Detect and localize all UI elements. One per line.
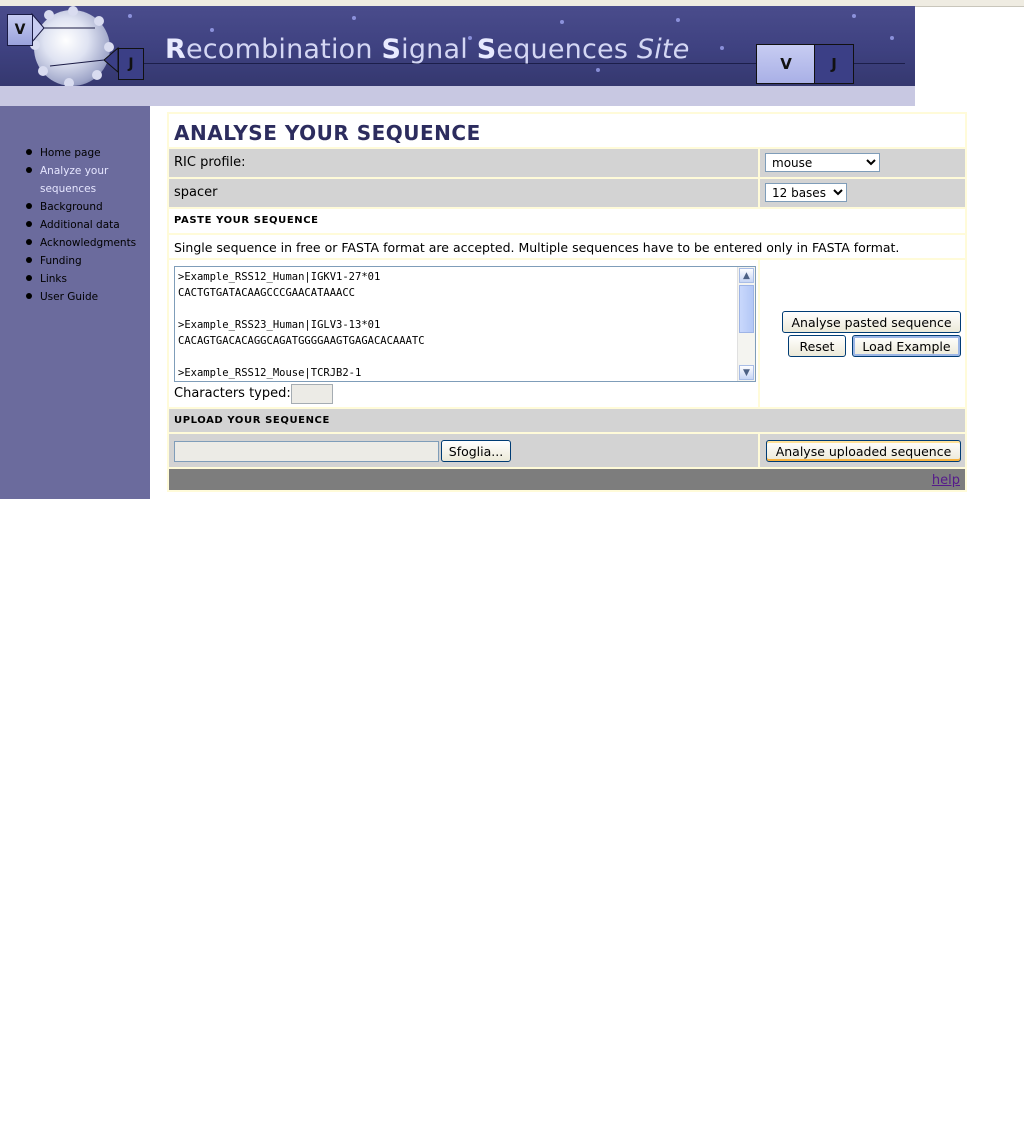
badge-v: V	[756, 44, 816, 84]
scroll-up-arrow-icon[interactable]: ▲	[739, 268, 754, 283]
ric-label-cell	[169, 149, 758, 177]
decor-star	[890, 36, 894, 40]
analyse-form-table	[167, 112, 967, 492]
decor-star	[676, 18, 680, 22]
load-example-button[interactable]: Load Example	[852, 335, 961, 357]
sidebar-item-additional-data[interactable]: Additional data	[24, 216, 152, 234]
sequence-input-cell	[169, 260, 758, 407]
ric-select-cell	[760, 149, 965, 177]
spacer-select[interactable]	[765, 183, 847, 202]
sequence-textarea[interactable]	[175, 267, 738, 381]
sidebar-item-user-guide[interactable]: User Guide	[24, 288, 152, 306]
header-subbar	[0, 86, 915, 106]
spacer-label: spacer	[174, 185, 218, 200]
form-title-row	[169, 114, 965, 147]
site-title	[165, 34, 690, 65]
chars-typed-counter[interactable]	[291, 384, 333, 404]
reset-button[interactable]: Reset	[788, 335, 846, 357]
site-title-initial: S	[476, 34, 497, 65]
decor-star	[210, 28, 214, 32]
scroll-down-arrow-icon[interactable]: ▼	[739, 365, 754, 380]
site-title-suffix: Site	[636, 34, 690, 65]
paste-actions-cell	[760, 260, 965, 407]
file-path-field[interactable]	[174, 441, 439, 462]
site-title-word: equences	[496, 34, 637, 65]
page-title: ANALYSE YOUR SEQUENCE	[174, 121, 481, 145]
sequence-textarea-frame	[174, 266, 756, 382]
decor-star	[852, 14, 856, 18]
scroll-thumb[interactable]	[739, 285, 754, 333]
decor-star	[352, 16, 356, 20]
analyse-pasted-button[interactable]: Analyse pasted sequence	[782, 311, 961, 333]
badge-j: J	[814, 44, 854, 84]
upload-heading-row	[169, 409, 965, 432]
spacer-select-cell	[760, 179, 965, 207]
paste-note-row	[169, 235, 965, 258]
upload-section-heading: UPLOAD YOUR SEQUENCE	[174, 415, 330, 426]
sidebar-item-acknowledgments[interactable]: Acknowledgments	[24, 234, 152, 252]
paste-section-heading: PASTE YOUR SEQUENCE	[174, 215, 319, 226]
chars-typed-label: Characters typed:	[174, 386, 291, 401]
sidebar-nav	[0, 106, 150, 499]
ric-profile-label: RIC profile:	[174, 155, 246, 170]
analyse-uploaded-button[interactable]: Analyse uploaded sequence	[766, 440, 961, 462]
site-title-initial: R	[165, 34, 186, 65]
sidebar-item-background[interactable]: Background	[24, 198, 152, 216]
textarea-scrollbar[interactable]	[737, 267, 755, 381]
sidebar-item-analyze[interactable]: Analyze your sequences	[24, 162, 152, 198]
spacer-label-cell	[169, 179, 758, 207]
site-title-initial: S	[381, 34, 402, 65]
sidebar-item-links[interactable]: Links	[24, 270, 152, 288]
sidebar-item-funding[interactable]: Funding	[24, 252, 152, 270]
help-link[interactable]: help	[931, 473, 960, 488]
decor-star	[560, 20, 564, 24]
decor-star	[720, 46, 724, 50]
logo-v-box: V	[7, 14, 33, 46]
logo-j-box: J	[118, 48, 144, 80]
decor-star	[596, 68, 600, 72]
site-title-word: ecombination	[186, 34, 382, 65]
ric-profile-select[interactable]	[765, 153, 880, 172]
site-title-word: ignal	[401, 34, 477, 65]
site-header-banner	[0, 6, 915, 86]
browse-button[interactable]: Sfoglia...	[441, 440, 511, 462]
sidebar-item-home[interactable]: Home page	[24, 144, 152, 162]
upload-input-cell	[169, 434, 758, 467]
upload-actions-cell	[760, 434, 965, 467]
paste-heading-row	[169, 209, 965, 233]
format-note: Single sequence in free or FASTA format are accepted. Multiple sequences have to be entered only in FASTA format.	[174, 240, 900, 255]
form-footer-row	[169, 469, 965, 490]
